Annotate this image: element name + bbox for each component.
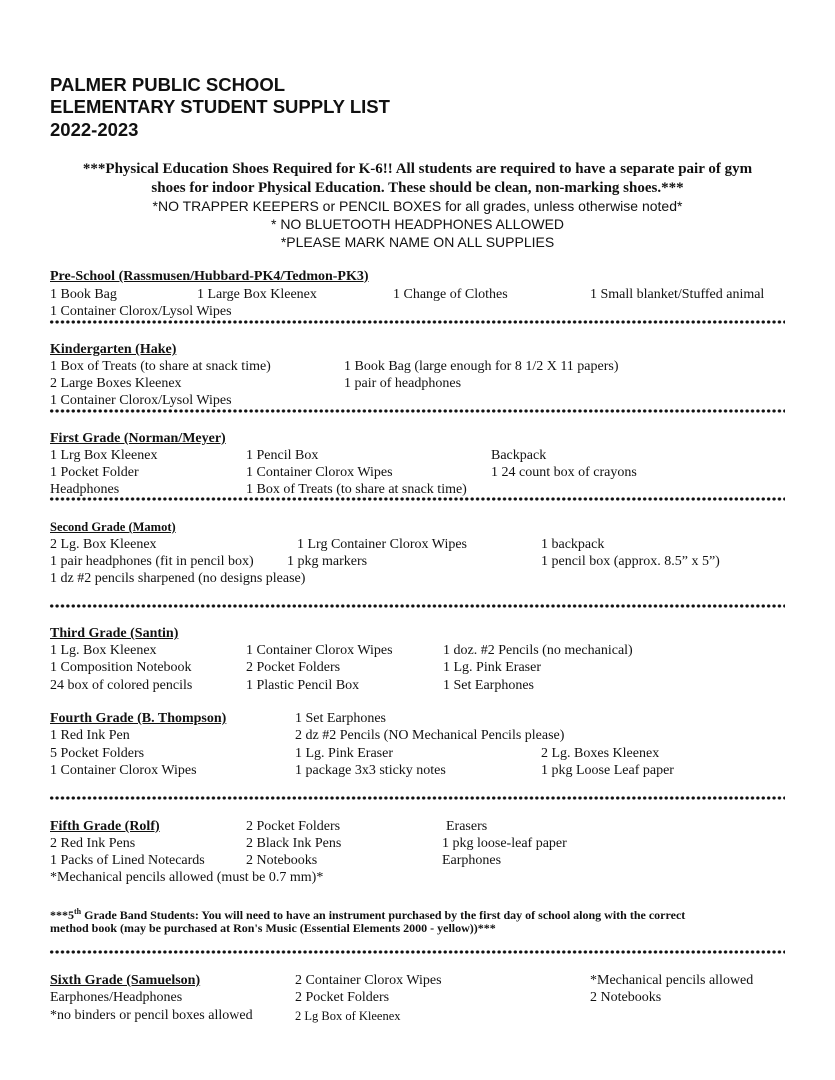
section-divider: [49, 604, 785, 608]
second-grade-heading: Second Grade (Mamot): [50, 520, 176, 534]
list-item: 24 box of colored pencils: [50, 678, 193, 693]
list-item: 1 Set Earphones: [443, 678, 534, 693]
list-item: 2 Lg. Box Kleenex: [50, 537, 157, 552]
list-item: 2 Pocket Folders: [246, 660, 341, 675]
school-year: 2022-2023: [50, 119, 139, 140]
first-grade-heading: First Grade (Norman/Meyer): [50, 431, 226, 446]
list-item: 1 pkg Loose Leaf paper: [541, 763, 674, 778]
list-item: 1 Lrg Container Clorox Wipes: [297, 537, 468, 552]
list-item: 1 Pocket Folder: [50, 465, 139, 480]
list-item: 1 Lg. Pink Eraser: [295, 746, 393, 761]
section-divider: [49, 950, 785, 954]
list-item: Erasers: [446, 819, 488, 834]
list-item: 1 dz #2 pencils sharpened (no designs please): [50, 571, 306, 586]
list-item: 1 Container Clorox Wipes: [246, 643, 393, 658]
trapper-keeper-notice: *NO TRAPPER KEEPERS or PENCIL BOXES for all grades, unless otherwise noted*: [152, 198, 683, 214]
list-item: 1 backpack: [541, 537, 605, 552]
preschool-heading: Pre-School (Rassmusen/Hubbard-PK4/Tedmon-PK3): [50, 269, 369, 284]
list-item: 1 Box of Treats (to share at snack time): [50, 359, 271, 374]
list-item: 1 Container Clorox Wipes: [246, 465, 393, 480]
list-item: 1 Pencil Box: [246, 448, 319, 463]
pe-notice-line1: ***Physical Education Shoes Required for K-6!! All students are required to have a separate pair of gym: [82, 161, 753, 177]
sixth-grade-heading: Sixth Grade (Samuelson): [50, 973, 201, 988]
third-grade-heading: Third Grade (Santin): [50, 626, 179, 641]
list-item: Earphones/Headphones: [50, 990, 183, 1005]
list-item: 1 pkg loose-leaf paper: [442, 836, 567, 851]
mark-name-notice: *PLEASE MARK NAME ON ALL SUPPLIES: [280, 234, 555, 250]
list-item: 2 Notebooks: [590, 990, 662, 1005]
list-item: 2 Red Ink Pens: [50, 836, 136, 851]
list-item: 1 Change of Clothes: [393, 287, 508, 302]
list-item: Backpack: [491, 448, 547, 463]
list-item: 2 Pocket Folders: [295, 990, 390, 1005]
list-item: 1 Small blanket/Stuffed animal: [590, 287, 765, 302]
list-item: 1 Plastic Pencil Box: [246, 678, 360, 693]
list-item: 1 Packs of Lined Notecards: [50, 853, 205, 868]
list-item: *no binders or pencil boxes allowed: [50, 1008, 253, 1023]
list-item: 1 package 3x3 sticky notes: [295, 763, 446, 778]
bluetooth-notice: * NO BLUETOOTH HEADPHONES ALLOWED: [270, 216, 565, 232]
section-divider: [49, 497, 785, 501]
list-item: 1 24 count box of crayons: [491, 465, 637, 480]
list-item: 1 pencil box (approx. 8.5” x 5”): [541, 554, 720, 569]
list-item: 2 dz #2 Pencils (NO Mechanical Pencils please): [295, 728, 565, 743]
list-title: ELEMENTARY STUDENT SUPPLY LIST: [50, 96, 390, 117]
list-item: 2 Lg. Boxes Kleenex: [541, 746, 660, 761]
band-prefix: ***5: [50, 908, 74, 922]
school-name: PALMER PUBLIC SCHOOL: [50, 74, 286, 95]
section-divider: [49, 796, 785, 800]
section-divider: [49, 320, 785, 324]
list-item: 2 Container Clorox Wipes: [295, 973, 442, 988]
pe-notice-line2: shoes for indoor Physical Education. These should be clean, non-marking shoes.***: [151, 180, 684, 196]
list-item: 1 Container Clorox/Lysol Wipes: [50, 304, 232, 319]
section-divider: [49, 409, 785, 413]
list-item: 2 Notebooks: [246, 853, 318, 868]
list-item: 1 Container Clorox Wipes: [50, 763, 197, 778]
list-item: 1 pair of headphones: [344, 376, 462, 391]
list-item: 1 Container Clorox/Lysol Wipes: [50, 393, 232, 408]
list-item: *Mechanical pencils allowed (must be 0.7 mm)*: [50, 870, 324, 885]
list-item: 5 Pocket Folders: [50, 746, 145, 761]
band-notice-line2: method book (may be purchased at Ron's Music (Essential Elements 2000 - yellow))***: [50, 921, 496, 935]
list-item: 1 Box of Treats (to share at snack time): [246, 482, 467, 497]
list-item: 1 Composition Notebook: [50, 660, 192, 675]
list-item: 2 Lg Box of Kleenex: [295, 1009, 401, 1023]
list-item: 1 Book Bag (large enough for 8 1/2 X 11 papers): [344, 359, 619, 374]
band-line1: Grade Band Students: You will need to have an instrument purchased by the first day of school along with the correct: [81, 908, 686, 922]
list-item: 1 Large Box Kleenex: [197, 287, 317, 302]
list-item: 2 Black Ink Pens: [246, 836, 342, 851]
list-item: 1 Lg. Box Kleenex: [50, 643, 157, 658]
list-item: 1 Book Bag: [50, 287, 117, 302]
list-item: 1 pkg markers: [287, 554, 368, 569]
list-item: 1 Lg. Pink Eraser: [443, 660, 541, 675]
kindergarten-heading: Kindergarten (Hake): [50, 342, 177, 357]
list-item: 1 Set Earphones: [295, 711, 386, 726]
list-item: 1 Lrg Box Kleenex: [50, 448, 158, 463]
list-item: 1 Red Ink Pen: [50, 728, 130, 743]
list-item: *Mechanical pencils allowed: [590, 973, 754, 988]
list-item: 2 Large Boxes Kleenex: [50, 376, 182, 391]
fourth-grade-heading: Fourth Grade (B. Thompson): [50, 711, 227, 726]
list-item: 1 pair headphones (fit in pencil box): [50, 554, 254, 569]
list-item: Earphones: [442, 853, 502, 868]
list-item: 1 doz. #2 Pencils (no mechanical): [443, 643, 633, 658]
list-item: 2 Pocket Folders: [246, 819, 341, 834]
list-item: Headphones: [50, 482, 120, 497]
fifth-grade-heading: Fifth Grade (Rolf): [50, 819, 160, 834]
band-superscript: th: [74, 907, 82, 916]
